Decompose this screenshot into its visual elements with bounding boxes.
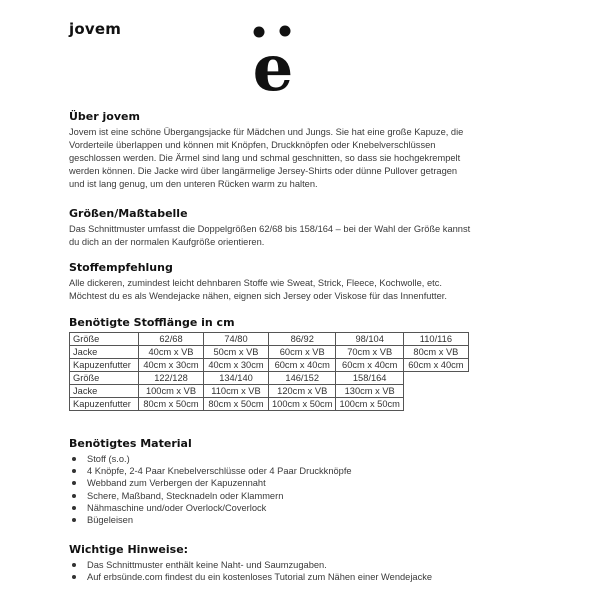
table-cell: 70cm x VB: [336, 346, 403, 359]
table-row: [70, 333, 469, 346]
fabric-heading: Stoffempfehlung: [69, 261, 173, 274]
table-row-label: Jacke: [70, 346, 139, 359]
list-item-text: Auf erbsünde.com findest du ein kostenloses Tutorial zum Nähen einer Wendejacke: [87, 572, 433, 583]
list-item-text: Bügeleisen: [87, 515, 134, 526]
table-row-label: Größe: [70, 372, 139, 385]
table-row-label: Kapuzenfutter: [70, 359, 139, 372]
material-heading: Benötigtes Material: [69, 437, 192, 450]
table-row: [70, 346, 469, 359]
table-cell: 122/128: [139, 372, 204, 385]
bullet-icon: [72, 518, 76, 522]
table-cell: 100cm x 50cm: [269, 398, 336, 411]
about-heading: Über jovem: [69, 110, 140, 123]
table-cell: 86/92: [269, 333, 336, 346]
document-title: jovem: [69, 20, 122, 38]
list-item-text: 4 Knöpfe, 2-4 Paar Knebelverschlüsse oder 4 Paar Druckknöpfe: [87, 466, 352, 477]
table-cell: 120cm x VB: [269, 385, 336, 398]
table-cell: 80cm x 50cm: [204, 398, 269, 411]
table-cell: 110/116: [403, 333, 468, 346]
about-section: [69, 110, 549, 191]
sizes-line: Das Schnittmuster umfasst die Doppelgrößen 62/68 bis 158/164 – bei der Wahl der Größe kannst: [69, 224, 471, 234]
table-row: [70, 385, 469, 398]
list-item: [69, 453, 549, 465]
list-item-text: Nähmaschine und/oder Overlock/Coverlock: [87, 502, 267, 513]
table-cell: 62/68: [139, 333, 204, 346]
table-cell: 40cm x 30cm: [204, 359, 269, 372]
bullet-icon: [72, 575, 76, 579]
list-item-text: Stoff (s.o.): [87, 454, 130, 464]
about-line: Vorderteile überlappen und können mit Knöpfen, Druckknöpfen oder Knebelverschlüssen: [69, 140, 436, 150]
table-row: [70, 372, 469, 385]
bullet-icon: [72, 494, 76, 498]
table-cell: 98/104: [336, 333, 403, 346]
table-empty-cell: [403, 398, 468, 411]
svg-text:e: e: [252, 31, 294, 94]
list-item: [69, 559, 549, 571]
list-item-text: Webband zum Verbergen der Kapuzennaht: [87, 478, 266, 489]
table-cell: 60cm x 40cm: [269, 359, 336, 372]
table-cell: 40cm x VB: [139, 346, 204, 359]
list-item: [69, 514, 549, 526]
about-line: geschlossen werden. Die Ärmel sind lang und schmal geschnitten, so dass sie hochgekrempelt: [69, 153, 461, 163]
bullet-icon: [72, 506, 76, 510]
notes-heading: Wichtige Hinweise:: [69, 543, 189, 556]
fabric-section: [69, 261, 549, 303]
notes-list: [69, 559, 549, 583]
table-cell: 60cm x 40cm: [403, 359, 468, 372]
list-item: [69, 502, 549, 514]
table-row-label: Jacke: [70, 385, 139, 398]
table-cell: 74/80: [204, 333, 269, 346]
sizes-heading: Größen/Maßtabelle: [69, 207, 188, 220]
table-row-label: Kapuzenfutter: [70, 398, 139, 411]
table-cell: 130cm x VB: [336, 385, 403, 398]
table-row-label: Größe: [70, 333, 139, 346]
table-cell: 100cm x VB: [139, 385, 204, 398]
table-row: [70, 398, 469, 411]
bullet-icon: [72, 563, 76, 567]
about-line: und ist lang genug, um den unteren Rücken warm zu halten.: [69, 179, 318, 189]
length-section: [69, 316, 549, 332]
sizes-line: du dich an der normalen Kaufgröße orientieren.: [69, 237, 265, 247]
fabric-length-table: [69, 332, 469, 411]
fabric-line: Alle dickeren, zumindest leicht dehnbaren Stoffe wie Sweat, Strick, Fleece, Kochwolle, etc.: [69, 278, 442, 288]
table-cell: 146/152: [269, 372, 336, 385]
table-cell: 134/140: [204, 372, 269, 385]
list-item: [69, 477, 549, 489]
table-cell: 60cm x 40cm: [336, 359, 403, 372]
list-item: [69, 465, 549, 477]
table-cell: 50cm x VB: [204, 346, 269, 359]
list-item: [69, 490, 549, 502]
table-cell: 110cm x VB: [204, 385, 269, 398]
table-cell: 100cm x 50cm: [336, 398, 403, 411]
length-heading: Benötigte Stofflänge in cm: [69, 316, 235, 329]
table-cell: 80cm x VB: [403, 346, 468, 359]
bullet-icon: [72, 469, 76, 473]
material-list: [69, 453, 549, 526]
list-item-text: Schere, Maßband, Stecknadeln oder Klammern: [87, 490, 284, 501]
list-item: [69, 571, 549, 583]
about-line: werden können. Die Jacke wird über langärmelige Jersey-Shirts oder dünne Pullover getragen: [69, 166, 458, 176]
table-cell: 80cm x 50cm: [139, 398, 204, 411]
notes-section: [69, 543, 549, 583]
table-cell: 60cm x VB: [269, 346, 336, 359]
table-empty-cell: [403, 385, 468, 398]
table-cell: 158/164: [336, 372, 403, 385]
table-row: [70, 359, 469, 372]
sizes-section: [69, 207, 549, 249]
table-empty-cell: [403, 372, 468, 385]
table-cell: 40cm x 30cm: [139, 359, 204, 372]
erbsuende-logo: [244, 24, 302, 94]
bullet-icon: [72, 457, 76, 461]
list-item-text: Das Schnittmuster enthält keine Naht- und Saumzugaben.: [87, 560, 327, 570]
about-line: Jovem ist eine schöne Übergangsjacke für Mädchen und Jungs. Sie hat eine große Kapuze, die: [69, 127, 464, 137]
material-section: [69, 437, 549, 526]
bullet-icon: [72, 481, 76, 485]
fabric-line: Möchtest du es als Wendejacke nähen, eignen sich Jersey oder Viskose für das Innenfutter.: [69, 291, 447, 301]
